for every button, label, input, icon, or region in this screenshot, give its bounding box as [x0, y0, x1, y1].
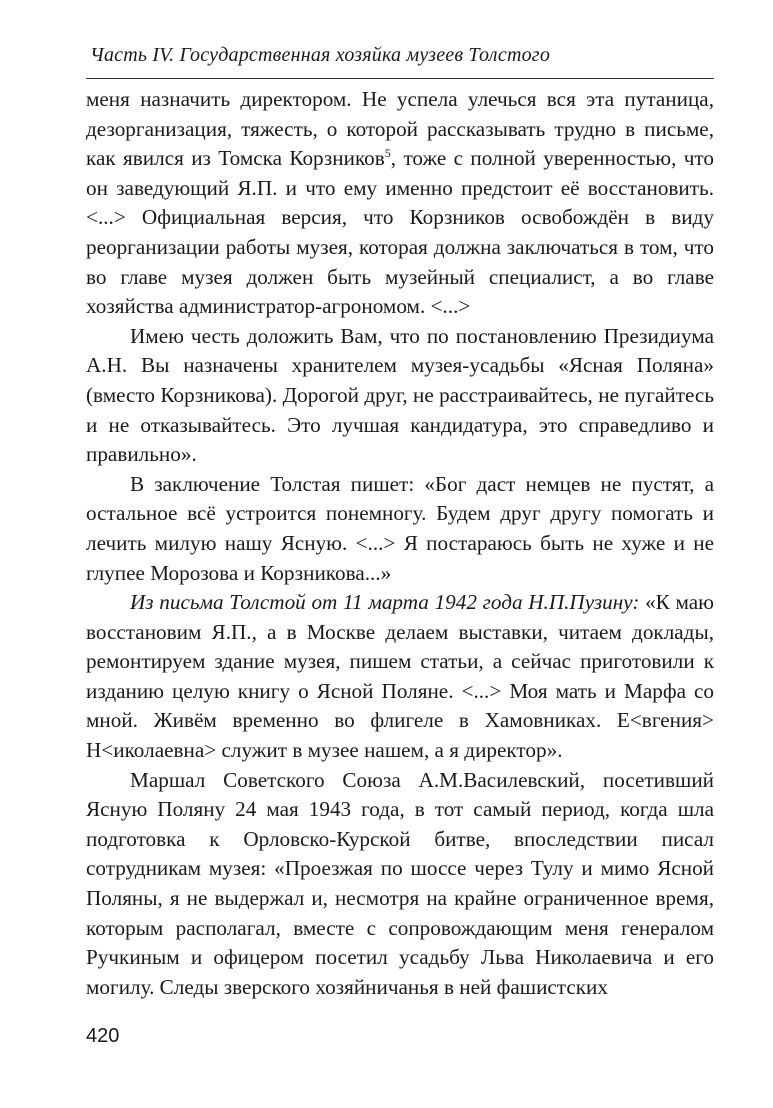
paragraph-text: меня назначить директором. Не успела улечься вся эта путаница, дезорганизация, тяжесть, о которой рассказывать трудно в письме, как явился из Томска Корзников: [86, 87, 714, 171]
paragraph: В заключение Толстая пишет: «Бог даст немцев не пустят, а остальное всё устроится понемногу. Будем друг другу помогать и лечить милую нашу Ясную. <...> Я постараюсь быть не хуже и не глупее Морозова и Корзникова...»: [86, 471, 714, 585]
paragraph-text: «К маю восстановим Я.П., а в Москве делаем выставки, читаем доклады, ремонтируем здание музея, пишем статьи, а сейчас приготовили к изданию целую книгу о Ясной Поляне. <...> Моя мать и Марфа со мной. Живём временно во флигеле в Хамовниках. Е<вгения> Н<иколаевна> служит в музее нашем, а я директор».: [86, 590, 714, 763]
header-rule: [86, 78, 714, 79]
paragraph-letter-excerpt: [86, 588, 714, 766]
footnote-reference: 5: [384, 146, 391, 161]
page-number: 420: [86, 1025, 120, 1047]
letter-lead-in: Из письма Толстой от 11 марта 1942 года Н.П.Пузину:: [130, 590, 640, 615]
paragraph-text: , тоже с полной уверенностью, что он заведующий Я.П. и что ему именно предстоит её восстановить. <...> Официальная версия, что Корзников освобождён в виду реорганизации работы музея, которая должна заключаться в том, что во главе музея должен быть музейный специалист, а во главе хозяйства администратор-агрономом. <...>: [86, 146, 714, 319]
paragraph: Маршал Советского Союза А.М.Василевский, посетивший Ясную Поляну 24 мая 1943 года, в тот самый период, когда шла подготовка к Орловско-Курской битве, впоследствии писал сотрудникам музея: «Проезжая по шоссе через Тулу и мимо Ясной Поляны, я не выдержал и, несмотря на крайне ограниченное время, которым располагал, вместе с сопровождающим меня генералом Ручкиным и офицером посетил усадьбу Льва Николаевича и его могилу. Следы зверского хозяйничанья в ней фашистских: [86, 767, 714, 999]
body-text: [86, 85, 714, 1002]
paragraph: Имею честь доложить Вам, что по постановлению Президиума А.Н. Вы назначены хранителем музея-усадьбы «Ясная Поляна» (вместо Корзникова). Дорогой друг, не расстраивайтесь, не пугайтесь и не отказывайтесь. Это лучшая кандидатура, это справедливо и правильно».: [86, 323, 714, 467]
paragraph-continuation: [86, 85, 714, 322]
running-header: Часть IV. Государственная хозяйка музеев Толстого: [90, 44, 551, 66]
book-page: [86, 40, 714, 1002]
